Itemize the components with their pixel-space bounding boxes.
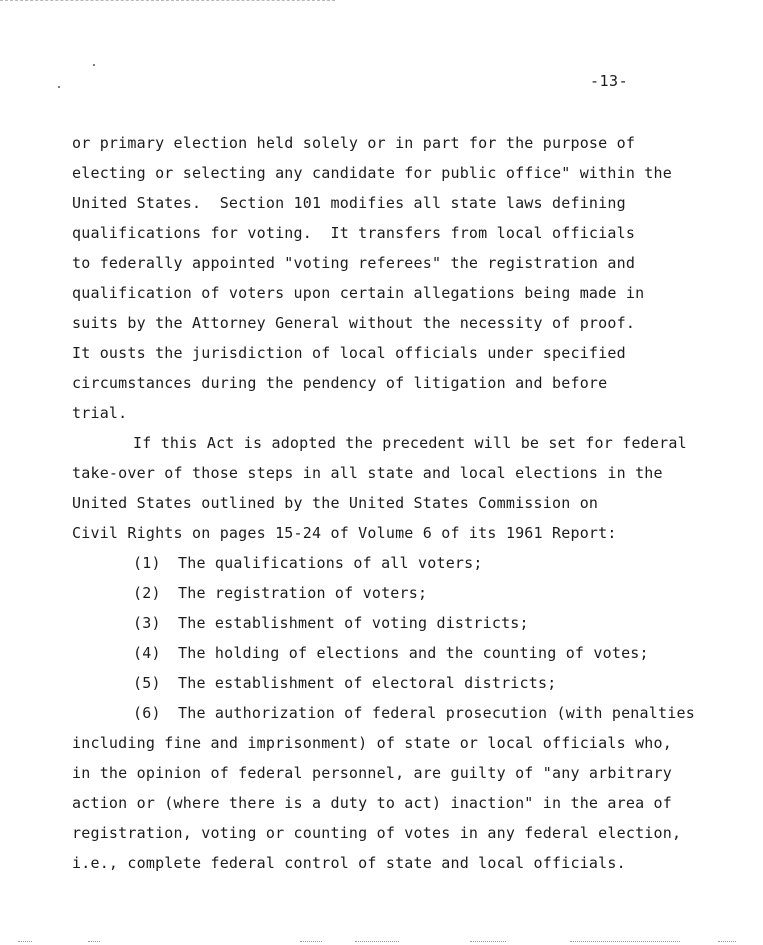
list-item [72, 578, 702, 608]
text-line: action or (where there is a duty to act) inaction" in the area of [72, 794, 672, 812]
text-line: take-over of those steps in all state and local elections in the [72, 464, 663, 482]
text-line: United States. Section 101 modifies all state laws defining [72, 194, 626, 212]
list-item [72, 638, 702, 668]
list-text: The registration of voters; [178, 584, 428, 602]
list-number: (2) [133, 584, 161, 602]
document-body [72, 128, 702, 878]
scan-mark [355, 941, 399, 943]
text-line: suits by the Attorney General without the necessity of proof. [72, 314, 636, 332]
scan-edge-marks [0, 937, 763, 945]
list-text: The establishment of voting districts; [178, 614, 529, 632]
text-line: qualification of voters upon certain allegations being made in [72, 284, 645, 302]
list-number: (4) [133, 644, 161, 662]
list-item [72, 698, 702, 728]
text-line: including fine and imprisonment) of state or local officials who, [72, 734, 672, 752]
page-number: -13- [590, 72, 629, 90]
text-line: to federally appointed "voting referees" the registration and [72, 254, 636, 272]
text-line: in the opinion of federal personnel, are guilty of "any arbitrary [72, 764, 672, 782]
text-line: It ousts the jurisdiction of local officials under specified [72, 344, 626, 362]
list-number: (6) [133, 704, 161, 722]
text-line: If this Act is adopted the precedent will be set for federal [133, 434, 687, 452]
scan-mark [470, 941, 506, 943]
stray-mark [93, 64, 95, 66]
stray-mark [58, 86, 60, 88]
list-text: The establishment of electoral districts; [178, 674, 557, 692]
text-line: electing or selecting any candidate for public office" within the [72, 164, 672, 182]
text-line: United States outlined by the United States Commission on [72, 494, 599, 512]
text-line: qualifications for voting. It transfers from local officials [72, 224, 636, 242]
list-item [72, 668, 702, 698]
list-text: The qualifications of all voters; [178, 554, 483, 572]
text-line: registration, voting or counting of votes in any federal election, [72, 824, 682, 842]
list-number: (3) [133, 614, 161, 632]
list-item [72, 548, 702, 578]
list-item [72, 608, 702, 638]
scan-mark [88, 941, 100, 943]
scan-mark [570, 941, 680, 943]
scan-mark [718, 941, 736, 943]
scan-mark [300, 941, 322, 943]
list-text: The holding of elections and the counting of votes; [178, 644, 649, 662]
text-line: trial. [72, 404, 128, 422]
text-line: circumstances during the pendency of litigation and before [72, 374, 608, 392]
list-text: The authorization of federal prosecution (with penalties [178, 704, 695, 722]
list-number: (1) [133, 554, 161, 572]
scan-mark [18, 941, 32, 943]
text-line: or primary election held solely or in part for the purpose of [72, 134, 636, 152]
list-number: (5) [133, 674, 161, 692]
top-dashed-rule [0, 0, 335, 1]
text-line: i.e., complete federal control of state and local officials. [72, 854, 626, 872]
text-line: Civil Rights on pages 15-24 of Volume 6 of its 1961 Report: [72, 524, 617, 542]
